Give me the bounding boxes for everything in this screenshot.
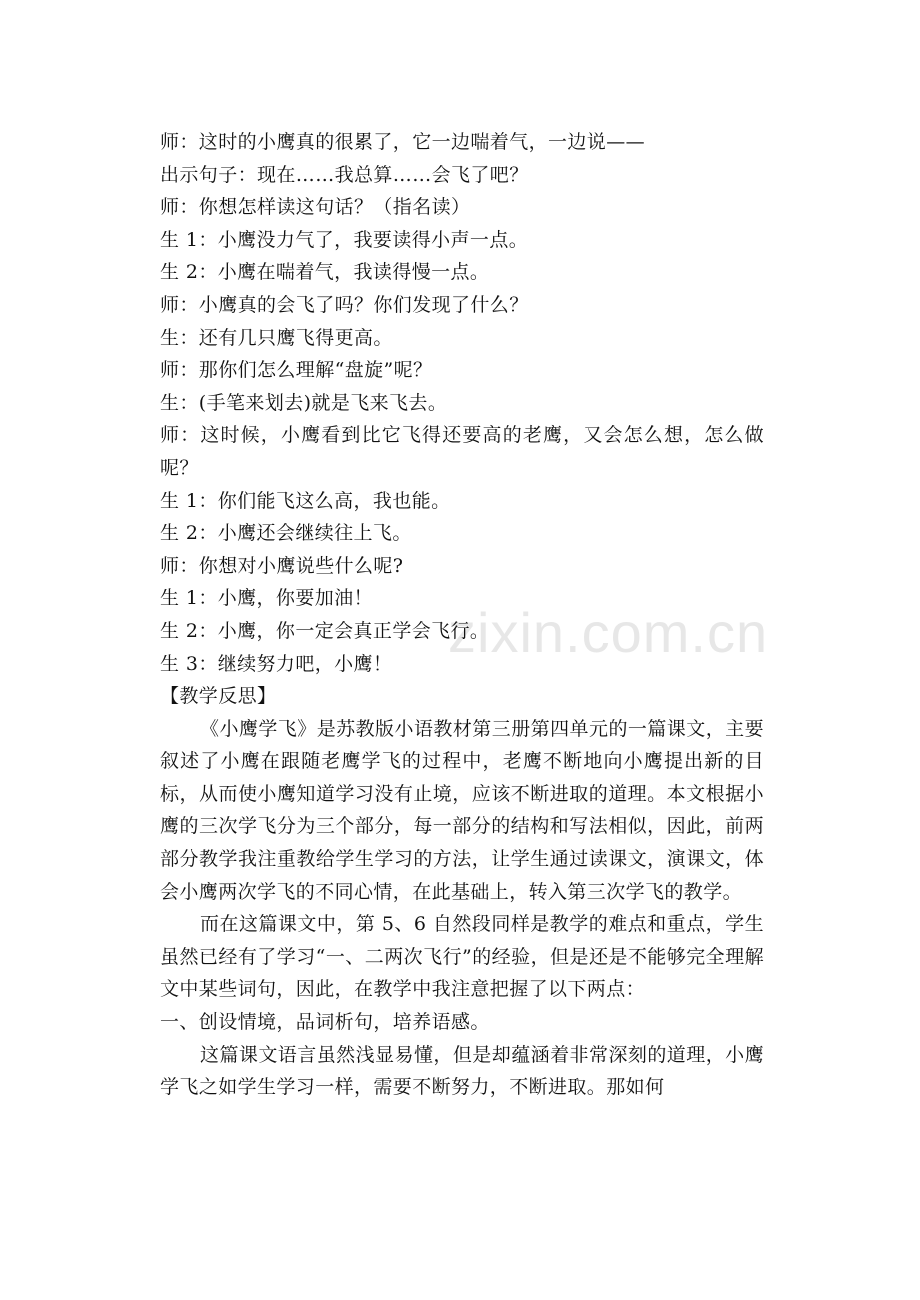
dialogue-line: 生 1：你们能飞这么高，我也能。 xyxy=(160,489,451,512)
dialogue-line: 生 3：继续努力吧，小鹰！ xyxy=(160,652,393,675)
subsection-heading: 一、创设情境，品词析句，培养语感。 xyxy=(160,1011,490,1034)
dialogue-line: 生：还有几只鹰飞得更高。 xyxy=(160,326,393,349)
dialogue-line: 师：你想怎样读这句话？（指名读） xyxy=(160,196,471,219)
teacher-question: 师：这时候，小鹰看到比它飞得还要高的老鹰，又会怎么想，怎么做呢？ xyxy=(160,424,764,479)
dialogue-line: 师：这时的小鹰真的很累了，它一边喘着气，一边说—— xyxy=(160,131,646,153)
dialogue-line: 生：(手笔来划去)就是飞来飞去。 xyxy=(160,391,448,414)
dialogue-line: 出示句子：现在……我总算……会飞了吧？ xyxy=(160,163,529,186)
reflection-paragraph-3: 这篇课文语言虽然浅显易懂，但是却蕴涵着非常深刻的道理，小鹰学飞之如学生学习一样，需要不断努力，不断进取。那如何 xyxy=(160,1043,764,1099)
section-heading: 【教学反思】 xyxy=(160,685,277,708)
dialogue-line: 师：那你们怎么理解“盘旋”呢？ xyxy=(160,359,433,382)
document-page xyxy=(160,126,764,1104)
reflection-paragraph-1: 《小鹰学飞》是苏教版小语教材第三册第四单元的一篇课文，主要叙述了小鹰在跟随老鹰学飞的过程中，老鹰不断地向小鹰提出新的目标，从而使小鹰知道学习没有止境，应该不断进取的道理。本文根据小鹰的三次学飞分为三个部分，每一部分的结构和写法相似，因此，前两部分教学我注重教给学生学习的方法，让学生通过读课文，演课文，体会小鹰两次学飞的不同心情，在此基础上，转入第三次学飞的教学。 xyxy=(160,717,764,903)
dialogue-line: 生 2：小鹰还会继续往上飞。 xyxy=(160,522,412,545)
dialogue-line: 师：小鹰真的会飞了吗？你们发现了什么？ xyxy=(160,293,529,316)
dialogue-line: 师：你想对小鹰说些什么呢? xyxy=(160,554,404,577)
dialogue-line: 生 1：小鹰没力气了，我要读得小声一点。 xyxy=(160,228,529,251)
reflection-paragraph-2: 而在这篇课文中，第 5、6 自然段同样是教学的难点和重点，学生虽然已经有了学习“一、二两次飞行”的经验，但是还是不能够完全理解文中某些词句，因此，在教学中我注意把握了以下两点： xyxy=(160,913,764,1001)
dialogue-line: 生 1：小鹰，你要加油！ xyxy=(160,587,373,610)
dialogue-line: 生 2：小鹰在喘着气，我读得慢一点。 xyxy=(160,261,490,284)
dialogue-line: 生 2：小鹰，你一定会真正学会飞行。 xyxy=(160,619,490,642)
watermark: zixin.com.cn xyxy=(448,601,769,664)
